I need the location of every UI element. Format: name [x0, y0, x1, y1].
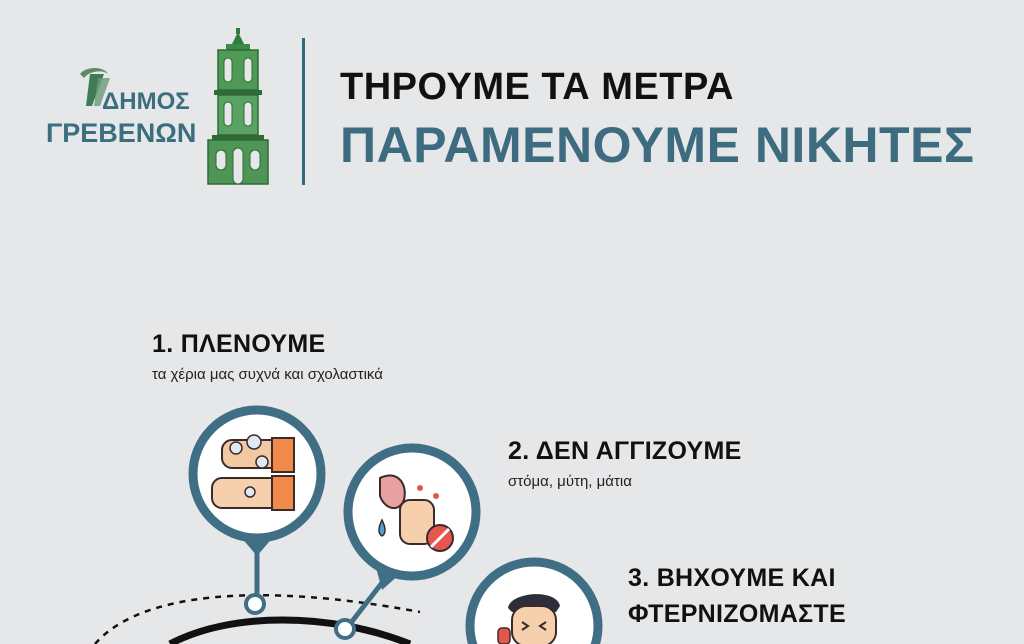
step-3-title-line1: 3. ΒΗΧΟΥΜΕ ΚΑΙ — [628, 564, 836, 592]
page-title-line1: ΤΗΡΟΥΜΕ ΤΑ ΜΕΤΡΑ — [340, 66, 734, 108]
logo-line1: ΔΗΜΟΣ — [102, 88, 190, 115]
step-2-subtitle: στόμα, μύτη, μάτια — [508, 473, 632, 490]
step-1-subtitle: τα χέρια μας συχνά και σχολαστικά — [152, 366, 383, 383]
step-1-title: 1. ΠΛΕΝΟΥΜΕ — [152, 330, 326, 358]
progress-arc — [95, 595, 420, 644]
step-2-title: 2. ΔΕΝ ΑΓΓΙΖΟΥΜΕ — [508, 437, 742, 465]
step-3-title-line2: ΦΤΕΡΝΙΖΟΜΑΣΤΕ — [628, 600, 846, 628]
logo-line2: ΓΡΕΒΕΝΩΝ — [46, 118, 197, 148]
page-title-line2: ΠΑΡΑΜΕΝΟΥΜΕ ΝΙΚΗΤΕΣ — [340, 117, 975, 173]
